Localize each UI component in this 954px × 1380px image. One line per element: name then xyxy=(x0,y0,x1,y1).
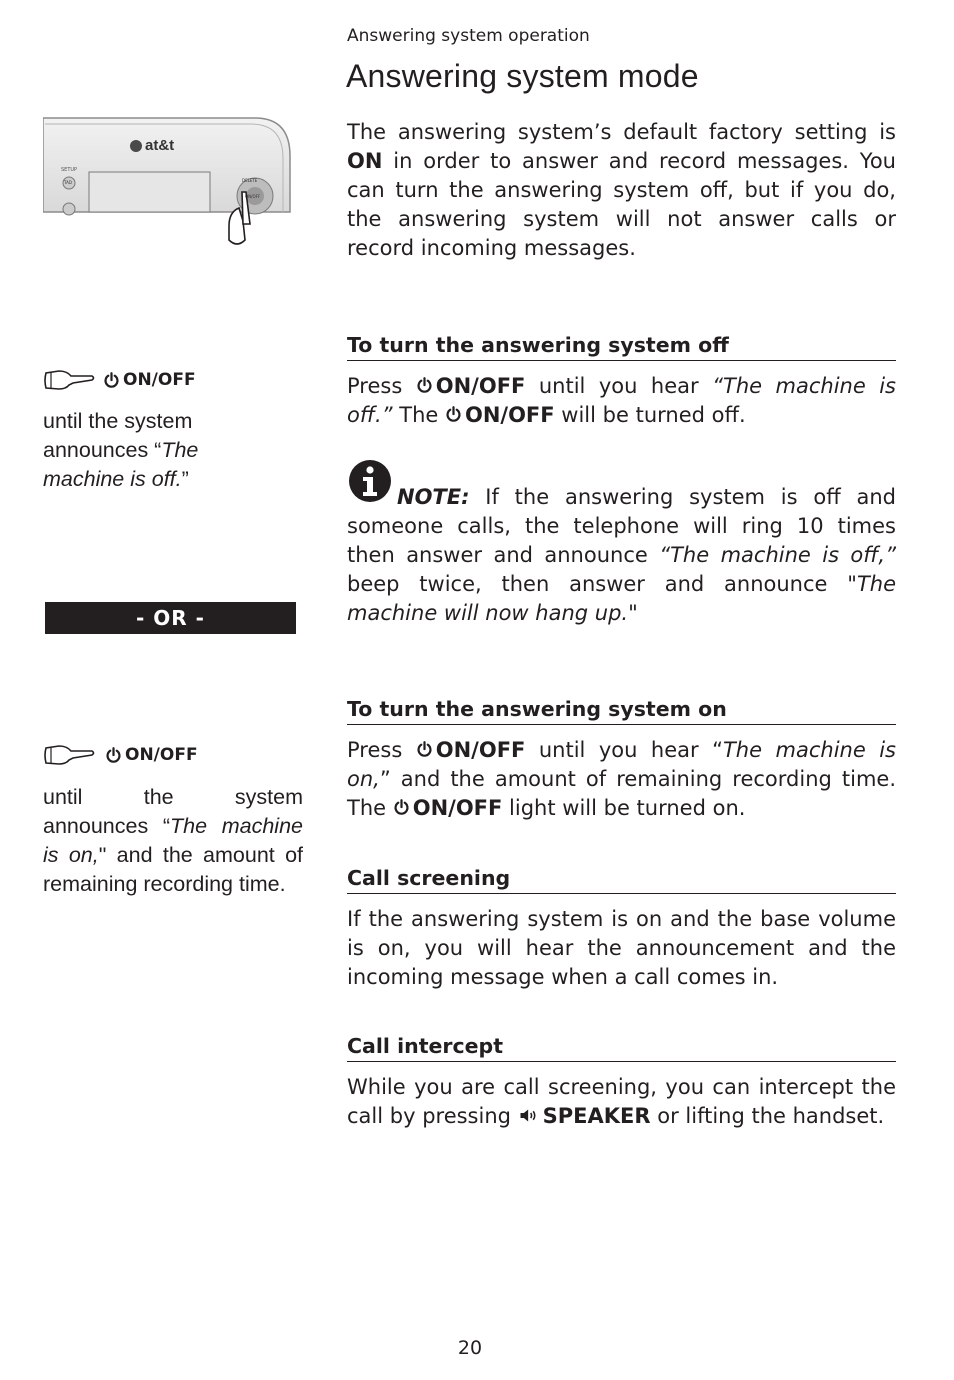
power-icon xyxy=(416,377,433,394)
intro-paragraph: The answering system’s default factory setting is ON in order to answer and record messages. You can turn the answering system off, but if you do, the answering system will not answer calls or record incoming messages. xyxy=(347,120,896,260)
turn-off-paragraph: Press ON/OFF until you hear “The machine is off.” The ON/OFF will be turned off. xyxy=(347,374,897,427)
power-icon xyxy=(393,799,410,816)
power-icon xyxy=(416,741,433,758)
call-intercept-paragraph: While you are call screening, you can intercept the call by pressing SPEAKER or lifting the handset. xyxy=(347,1075,896,1128)
or-divider: - OR - xyxy=(45,602,296,634)
onoff-button-label: ON/OFF xyxy=(245,194,261,199)
tad-label: TAD xyxy=(64,180,72,185)
brand-logo: at&t xyxy=(145,137,175,154)
setup-label: SETUP xyxy=(61,167,78,173)
left-step-on-key xyxy=(43,743,198,767)
heading-call-screening: Call screening xyxy=(347,866,896,894)
heading-turn-off: To turn the answering system off xyxy=(347,333,896,361)
power-icon xyxy=(103,372,120,389)
page-number: 20 xyxy=(457,1337,483,1359)
turn-on-paragraph: Press ON/OFF until you hear “The machine is on,” and the amount of remaining recording time. The ON/OFF light will be turned on. xyxy=(347,738,896,820)
heading-call-intercept: Call intercept xyxy=(347,1034,896,1062)
left-step-off-text: until the system announces “The machine is off.” xyxy=(43,409,199,491)
page-title: Answering system mode xyxy=(346,58,699,94)
note-paragraph: NOTE: If the answering system is off and someone calls, the telephone will ring 10 times then answer and announce “The machine is off,” beep twice, then answer and announce "The machine will now hang up." xyxy=(347,485,896,625)
speaker-icon xyxy=(518,1107,540,1124)
section-label: Answering system operation xyxy=(347,26,590,46)
delete-label: DELETE xyxy=(242,178,258,183)
left-key-label: ON/OFF xyxy=(125,745,198,765)
power-icon xyxy=(105,747,122,764)
heading-turn-on: To turn the answering system on xyxy=(347,697,896,725)
pointing-hand-icon xyxy=(43,368,97,392)
base-unit-illustration xyxy=(43,116,293,252)
left-step-on-text: until the system announces “The machine is on," and the amount of remaining recording time. xyxy=(43,785,304,896)
call-screening-paragraph: If the answering system is on and the base volume is on, you will hear the announcement and the incoming message when a call comes in. xyxy=(347,907,896,989)
pointing-hand-icon xyxy=(43,743,97,767)
left-key-label: ON/OFF xyxy=(123,370,196,390)
left-step-off-key xyxy=(43,368,196,392)
power-icon xyxy=(445,406,462,423)
